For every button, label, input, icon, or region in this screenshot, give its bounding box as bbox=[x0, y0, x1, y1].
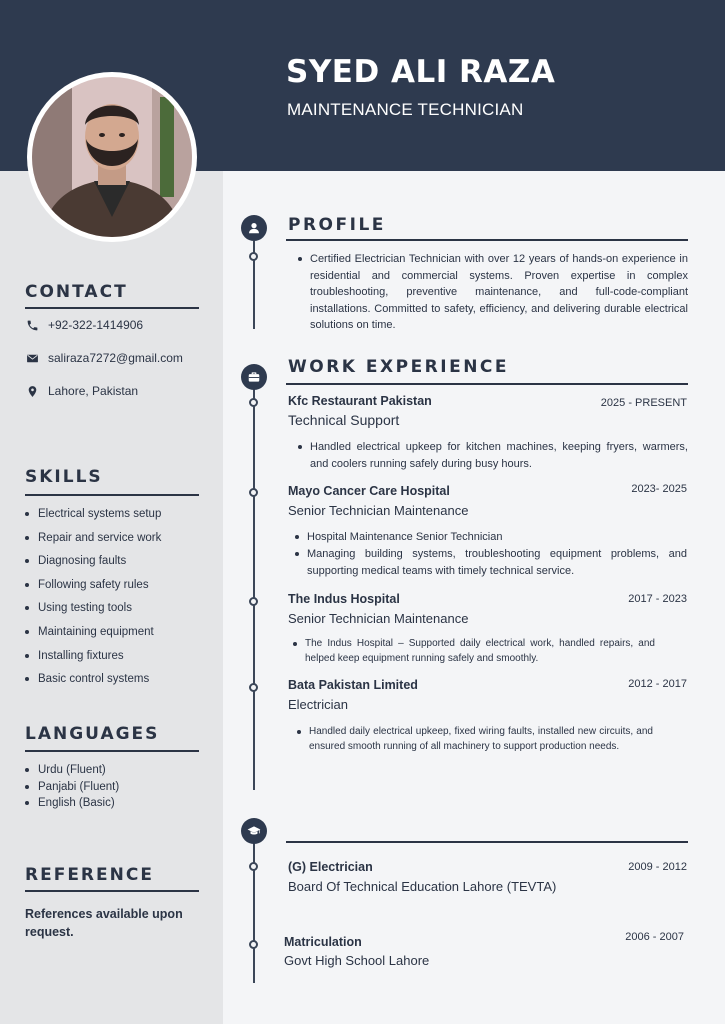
mail-icon bbox=[25, 351, 39, 365]
job-bullet: Managing building systems, troubleshooting equipment problems, and supporting medical teams with timely technical service. bbox=[307, 546, 687, 579]
job-company: Mayo Cancer Care Hospital bbox=[288, 484, 450, 498]
job-role: Electrician bbox=[288, 697, 348, 712]
language-item: English (Basic) bbox=[24, 796, 119, 813]
skill-item: Repair and service work bbox=[24, 531, 161, 555]
education-section-icon bbox=[241, 818, 267, 844]
job-dates: 2017 - 2023 bbox=[628, 593, 687, 605]
contact-heading: CONTACT bbox=[25, 282, 128, 302]
user-icon bbox=[247, 221, 261, 235]
job-company: Kfc Restaurant Pakistan bbox=[288, 394, 432, 408]
map-pin-icon bbox=[25, 384, 39, 398]
timeline-dot bbox=[249, 488, 258, 497]
language-item: Panjabi (Fluent) bbox=[24, 780, 119, 797]
language-item: Urdu (Fluent) bbox=[24, 763, 119, 780]
timeline-dot bbox=[249, 683, 258, 692]
job-role: Senior Technician Maintenance bbox=[288, 611, 469, 626]
job-company: The Indus Hospital bbox=[288, 592, 400, 606]
profile-photo bbox=[27, 72, 197, 242]
reference-rule bbox=[25, 890, 199, 892]
contact-location bbox=[25, 384, 138, 398]
skill-item: Following safety rules bbox=[24, 578, 161, 602]
skill-item: Using testing tools bbox=[24, 601, 161, 625]
profile-rule bbox=[286, 239, 688, 241]
education-degree: Matriculation bbox=[284, 935, 362, 949]
job-bullet: The Indus Hospital – Supported daily electrical work, handled repairs, and helped keep equipment running safely and smoothly. bbox=[305, 638, 655, 664]
skill-item: Diagnosing faults bbox=[24, 554, 161, 578]
phone-link[interactable]: +92-322-1414906 bbox=[48, 318, 144, 332]
education-dates: 2009 - 2012 bbox=[628, 861, 687, 873]
job-bullet: Handled daily electrical upkeep, fixed wiring faults, installed new circuits, and ensured smooth running of all machinery to support production needs. bbox=[309, 726, 653, 752]
job-dates: 2012 - 2017 bbox=[628, 678, 687, 690]
education-degree: (G) Electrician bbox=[288, 860, 373, 874]
education-school: Board Of Technical Education Lahore (TEVTA) bbox=[288, 879, 557, 894]
portrait-image bbox=[32, 77, 192, 237]
graduation-cap-icon bbox=[247, 824, 261, 838]
timeline-dot bbox=[249, 597, 258, 606]
phone-icon bbox=[25, 318, 39, 332]
job-dates: 2023- 2025 bbox=[631, 483, 687, 495]
work-heading: WORK EXPERIENCE bbox=[288, 357, 510, 377]
job-dates: 2025 - PRESENT bbox=[600, 397, 687, 409]
job-bullet: Hospital Maintenance Senior Technician bbox=[307, 529, 687, 546]
briefcase-icon bbox=[247, 370, 261, 384]
job-company: Bata Pakistan Limited bbox=[288, 678, 418, 692]
reference-text: References available upon request. bbox=[25, 907, 183, 939]
profile-text: Certified Electrician Technician with over 12 years of hands-on experience in residential and commercial systems. Proven expertise in complex troubleshooting, preventive maintenance, and full-code-compliant installations. Committed to safety, efficiency, and delivering durable electrical solutions on time. bbox=[310, 251, 688, 334]
languages-rule bbox=[25, 750, 199, 752]
timeline-line bbox=[253, 389, 255, 790]
skills-rule bbox=[25, 494, 199, 496]
education-rule bbox=[286, 841, 688, 843]
skill-item: Installing fixtures bbox=[24, 649, 161, 673]
languages-heading: LANGUAGES bbox=[25, 724, 160, 744]
timeline-dot bbox=[249, 862, 258, 871]
education-dates: 2006 - 2007 bbox=[625, 931, 684, 943]
profile-heading: PROFILE bbox=[288, 215, 386, 235]
email-link[interactable]: saliraza7272@gmail.com bbox=[48, 351, 183, 365]
timeline-dot bbox=[249, 398, 258, 407]
work-rule bbox=[286, 383, 688, 385]
contact-rule bbox=[25, 307, 199, 309]
timeline-dot bbox=[249, 252, 258, 261]
skill-item: Maintaining equipment bbox=[24, 625, 161, 649]
job-bullet: Handled electrical upkeep for kitchen machines, keeping fryers, warmers, and coolers running safely during busy hours. bbox=[310, 439, 688, 472]
skills-heading: SKILLS bbox=[25, 467, 103, 487]
profile-section-icon bbox=[241, 215, 267, 241]
education-school: Govt High School Lahore bbox=[284, 953, 430, 968]
skills-list bbox=[24, 507, 161, 696]
location-text: Lahore, Pakistan bbox=[48, 384, 139, 398]
job-role: Technical Support bbox=[288, 412, 400, 428]
job-title: MAINTENANCE TECHNICIAN bbox=[287, 100, 524, 119]
skill-item: Electrical systems setup bbox=[24, 507, 161, 531]
work-section-icon bbox=[241, 364, 267, 390]
reference-heading: REFERENCE bbox=[25, 865, 154, 885]
skill-item: Basic control systems bbox=[24, 672, 161, 696]
contact-email bbox=[25, 351, 183, 365]
job-role: Senior Technician Maintenance bbox=[288, 503, 469, 518]
candidate-name: SYED ALI RAZA bbox=[286, 54, 556, 90]
contact-phone bbox=[25, 318, 143, 332]
languages-list bbox=[24, 763, 119, 813]
timeline-dot bbox=[249, 940, 258, 949]
